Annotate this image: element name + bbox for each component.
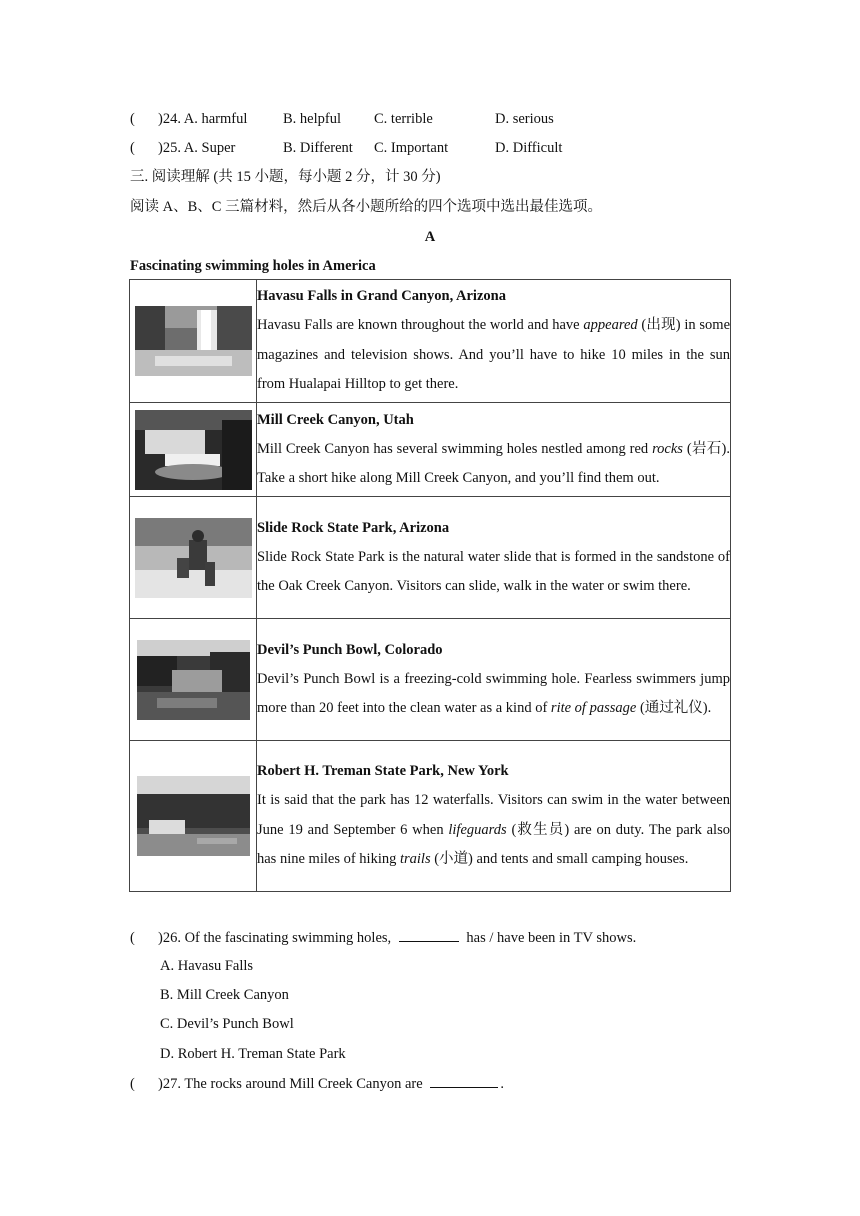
passage-letter: A	[424, 229, 436, 245]
question-26	[130, 927, 636, 948]
description-text: It is said that the park has 12 waterfalls. Visitors can swim in the water between June 19 and September 6 when	[257, 792, 730, 838]
table-row	[130, 619, 731, 741]
description-cell	[257, 497, 731, 619]
section-instruction: 阅读 A、B、C 三篇材料，然后从各小题所给的四个选项中选出最佳选项。	[130, 199, 603, 215]
section-title: 三. 阅读理解 (共 15 小题，每小题 2 分，计 30 分)	[130, 169, 441, 185]
hole-description	[257, 786, 730, 874]
table-row	[130, 280, 731, 403]
hole-description	[257, 665, 730, 724]
description-cell	[257, 619, 731, 741]
q26-option-c: C. Devil’s Punch Bowl	[160, 1016, 294, 1032]
table-row	[130, 403, 731, 497]
question-27	[130, 1073, 504, 1094]
hole-name: Havasu Falls in Grand Canyon, Arizona	[257, 288, 506, 305]
description-text: (小道) and tents and small camping houses.	[430, 851, 689, 868]
option-d: D. serious	[495, 111, 554, 127]
hole-description	[257, 311, 730, 399]
question-24	[130, 109, 554, 129]
hole-name: Devil’s Punch Bowl, Colorado	[257, 641, 443, 658]
italic-term: lifeguards	[448, 821, 507, 838]
slide-photo	[135, 518, 252, 598]
question-stem-end: .	[500, 1076, 504, 1092]
italic-term: rocks	[652, 440, 683, 457]
photo-cell	[130, 280, 257, 403]
description-cell	[257, 741, 731, 892]
description-cell	[257, 403, 731, 497]
question-stem-end: has / have been in TV shows.	[462, 930, 637, 946]
description-text: (岩石). Take a short hike along Mill Creek Canyon, and you’ll find them out.	[257, 440, 730, 486]
creek-photo	[135, 410, 252, 490]
italic-term: trails	[399, 851, 431, 868]
description-text: Slide Rock State Park is the natural water slide that is formed in the sandstone of the Oak Creek Canyon. Visitors can slide, walk in the water or swim there.	[257, 548, 730, 594]
table-row	[130, 497, 731, 619]
hole-name: Mill Creek Canyon, Utah	[257, 411, 414, 428]
description-text: Devil’s Punch Bowl is a freezing-cold swimming hole. Fearless swimmers jump more than 20 feet into the clean water as a kind of	[257, 670, 730, 716]
option-c: C. Important	[374, 140, 449, 156]
passage-title: Fascinating swimming holes in America	[130, 258, 376, 274]
option-d: D. Difficult	[495, 140, 563, 156]
answer-blank	[430, 1073, 498, 1088]
italic-term: rite of passage	[550, 700, 637, 716]
hole-name: Robert H. Treman State Park, New York	[257, 763, 509, 780]
punch-bowl-photo	[137, 640, 250, 720]
description-text: Havasu Falls are known throughout the world and have	[257, 317, 584, 334]
waterfall-photo	[135, 306, 252, 376]
table-row	[130, 741, 731, 892]
photo-cell	[130, 619, 257, 741]
description-text: (救生员) are on duty. The park also has nine miles of hiking	[257, 821, 730, 868]
description-text: (出现) in some magazines and television shows. And you’ll have to hike 10 miles in the sun from Hualapai Hilltop to get there.	[257, 317, 731, 393]
option-c: C. terrible	[374, 111, 433, 127]
photo-cell	[130, 741, 257, 892]
answer-paren: (	[130, 111, 135, 127]
question-stem: )26. Of the fascinating swimming holes,	[158, 930, 395, 946]
hole-description	[257, 435, 730, 494]
answer-blank	[399, 927, 459, 942]
hole-name: Slide Rock State Park, Arizona	[257, 519, 450, 536]
question-stem: )27. The rocks around Mill Creek Canyon are	[158, 1076, 427, 1092]
hole-description	[257, 543, 730, 602]
park-photo	[137, 776, 250, 856]
description-text: (通过礼仪).	[636, 700, 712, 716]
description-cell	[257, 280, 731, 403]
option-b: B. helpful	[283, 111, 341, 127]
q26-option-d: D. Robert H. Treman State Park	[160, 1046, 346, 1062]
swimming-holes-table	[129, 279, 731, 892]
answer-paren: (	[130, 140, 135, 156]
description-text: Mill Creek Canyon has several swimming holes nestled among red	[257, 440, 653, 457]
option-a: )24. A. harmful	[158, 111, 248, 127]
q26-option-b: B. Mill Creek Canyon	[160, 987, 289, 1003]
option-a: )25. A. Super	[158, 140, 236, 156]
question-25	[130, 138, 562, 158]
photo-cell	[130, 403, 257, 497]
answer-paren: (	[130, 930, 135, 946]
answer-paren: (	[130, 1076, 135, 1092]
photo-cell	[130, 497, 257, 619]
q26-option-a: A. Havasu Falls	[160, 958, 254, 974]
italic-term: appeared	[583, 317, 638, 334]
option-b: B. Different	[283, 140, 353, 156]
